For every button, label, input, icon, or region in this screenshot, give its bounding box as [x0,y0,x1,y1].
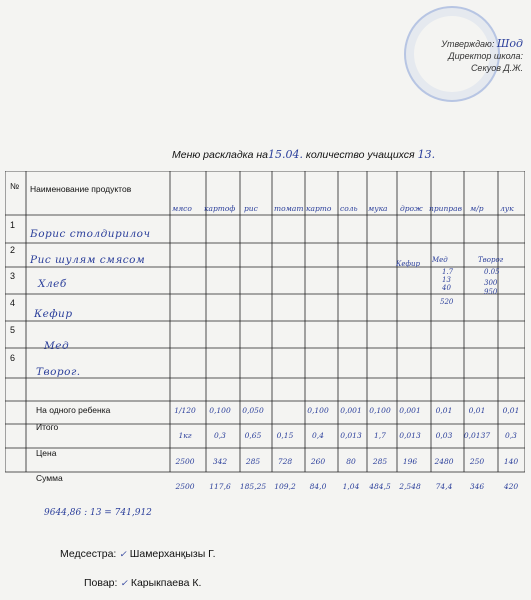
cook-signature-line [84,577,201,589]
note-value: 0.05 [484,268,500,276]
students-label: количество учащихся [305,149,415,161]
row-number: 6 [10,353,16,363]
per-child-value: 0,01 [502,406,520,415]
approval-line-2: Директор школа: [448,51,523,61]
note-value: 40 [442,284,451,292]
cook-name: Карыкпаева К. [130,577,202,589]
price-value: 196 [402,457,418,466]
col-header-4: томат [274,204,304,213]
col-header-3: рис [244,204,258,213]
sum-value: 420 [503,482,519,491]
per-child-value: 0,100 [369,406,391,415]
price-value: 140 [503,457,519,466]
price-value: 285 [245,457,261,466]
nurse-name: Шамерханқызы Г. [129,548,216,560]
price-label: Цена [36,448,57,458]
note-value: 1.7 [442,268,454,276]
cook-signature: ✓ [120,579,128,589]
header-number: № [10,181,20,191]
price-value: 80 [346,457,356,466]
sum-label: Сумма [36,473,63,483]
total-value: 0,15 [276,431,294,440]
product-name: Борис столдирилоч [30,228,151,240]
sum-value: 2,548 [399,482,421,491]
per-child-value: 0,01 [468,406,486,415]
cook-label: Повар: [84,577,118,589]
nurse-signature: ✓ [119,550,127,560]
product-name: Творог. [36,366,81,378]
total-value: 0,03 [435,431,453,440]
sum-value: 484,5 [369,482,391,491]
product-name: Рис шулям смясом [30,254,146,266]
approval-block [383,38,523,74]
col-header-8: дрож [400,204,423,213]
product-name: Хлеб [38,278,67,290]
col-header-7: мука [368,204,388,213]
row-number: 2 [10,245,16,255]
med-note: Мед [432,256,448,264]
price-value: 2480 [434,457,454,466]
per-child-value: 0,100 [209,406,231,415]
col-header-11: лук [500,204,514,213]
nurse-label: Медсестра: [60,548,117,560]
product-name: Мед [44,340,70,352]
total-value: 1,7 [374,431,386,440]
col-header-2: картоф [204,204,236,213]
row-number: 1 [10,220,16,230]
price-value: 285 [372,457,388,466]
per-child-value: 0,001 [399,406,421,415]
note-value: 13 [442,276,451,284]
note-value: 950 [484,288,498,296]
sum-value: 346 [469,482,485,491]
row-number: 3 [10,271,16,281]
col-header-9: приправ [429,204,462,213]
total-value: 0,4 [312,431,324,440]
per-child-value: 1/120 [174,406,196,415]
sum-value: 185,25 [239,482,267,491]
total-value: 0,3 [505,431,517,440]
title-prefix: Меню раскладка на [172,149,268,161]
col-header-10: м/р [470,204,484,213]
menu-table-grid [5,171,525,496]
note-value: 520 [440,298,454,306]
sum-value: 117,6 [209,482,231,491]
total-label: Итого [36,422,59,432]
per-child-value: 0,01 [435,406,453,415]
total-value: 0,013 [399,431,421,440]
per-child-value: 0,001 [340,406,362,415]
price-value: 2500 [175,457,195,466]
sum-value: 2500 [175,482,195,491]
approval-line-1: Утверждаю: [441,39,495,49]
sum-value: 109,2 [274,482,296,491]
per-child-label: На одного ребенка [36,405,111,415]
price-value: 342 [212,457,228,466]
title-date: 15.04. [267,148,303,161]
total-value: 0,013 [340,431,362,440]
total-value: 0,3 [214,431,226,440]
col-header-1: мясо [172,204,192,213]
note-value: 300 [484,279,498,287]
sum-value: 84,0 [309,482,327,491]
row-number: 5 [10,325,16,335]
total-value: 0,0137 [463,431,491,440]
price-value: 250 [469,457,485,466]
cost-calculation: 9644,86 : 13 = 741,912 [44,508,152,518]
total-value: 0,65 [244,431,262,440]
col-header-5: карто [306,204,332,213]
total-value: 1кг [178,431,192,440]
approval-line-3: Секуов Д.Ж. [470,63,523,73]
director-signature: Шод [496,37,523,50]
kefir-note: Кефир [396,260,421,268]
sum-value: 1,04 [342,482,360,491]
product-name: Кефир [34,308,73,320]
tvorog-note: Творог [478,256,504,264]
price-value: 728 [277,457,293,466]
col-header-6: соль [340,204,358,213]
nurse-signature-line [60,548,216,560]
students-count: 13. [417,148,436,161]
document-title [172,148,435,161]
per-child-value: 0,050 [242,406,264,415]
price-value: 260 [310,457,326,466]
header-product-name: Наименование продуктов [30,184,132,194]
row-number: 4 [10,298,16,308]
sum-value: 74,4 [435,482,453,491]
per-child-value: 0,100 [307,406,329,415]
